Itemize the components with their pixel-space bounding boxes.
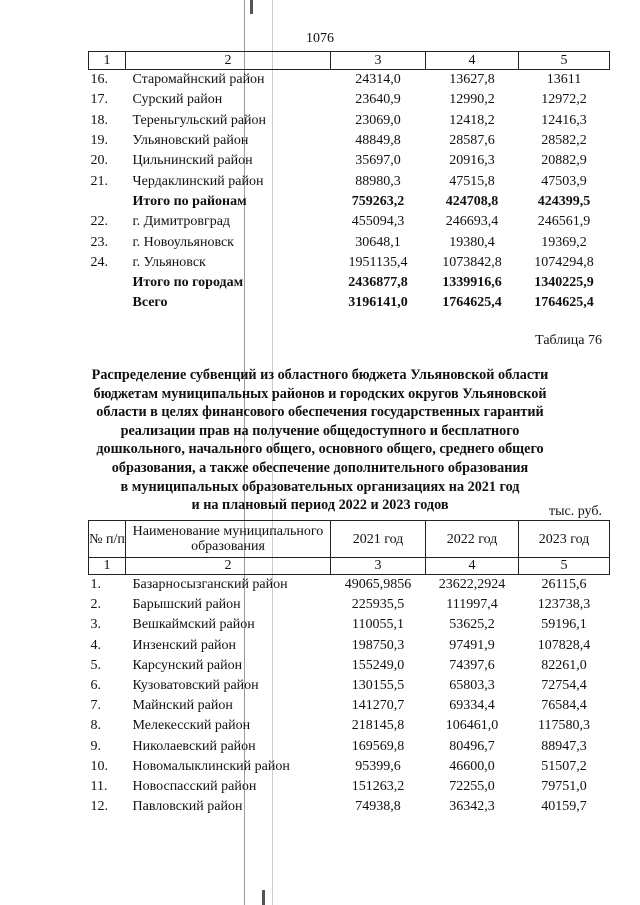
value-col-5: 1074294,8 (534, 254, 594, 270)
row-number: 11. (90, 778, 108, 794)
title-line: реализации прав на получение общедоступного и бесплатного (120, 422, 520, 439)
value-col-3: 95399,6 (355, 758, 401, 774)
row-name: г. Ульяновск (132, 254, 206, 270)
value-col-5: 59196,1 (541, 617, 587, 633)
row-number: 5. (90, 657, 101, 673)
row-name: Кузоватовский район (132, 678, 259, 694)
row-number: 17. (90, 92, 108, 108)
title-line: Распределение субвенций из областного бюджета Ульяновской области (91, 367, 549, 383)
table-label: Таблица 76 (535, 333, 602, 348)
value-col-5: 13611 (546, 72, 582, 88)
row-number: 8. (90, 718, 101, 734)
table-title (80, 366, 560, 515)
value-col-4: 12418,2 (449, 112, 495, 128)
column-header-2023: 2023 год (519, 521, 610, 558)
table-row (89, 757, 610, 777)
row-number (89, 293, 126, 313)
value-col-3: 759263,2 (351, 193, 405, 209)
value-col-5: 20882,9 (541, 153, 587, 169)
table-row (89, 656, 610, 676)
value-col-4: 97491,9 (449, 637, 495, 653)
row-number (89, 192, 126, 212)
value-col-4: 106461,0 (445, 718, 499, 734)
value-col-3: 3196141,0 (348, 295, 408, 311)
table-row (89, 575, 610, 596)
scan-speck-artifact (262, 890, 265, 905)
row-name: Павловский район (132, 799, 243, 815)
column-number-row (89, 52, 610, 70)
row-number: 24. (90, 254, 108, 270)
value-col-5: 72754,4 (541, 678, 587, 694)
value-col-3: 49065,9856 (344, 577, 412, 593)
budget-table-continued (88, 51, 610, 314)
value-col-3: 1951135,4 (348, 254, 408, 270)
units-label: тыс. руб. (549, 504, 602, 519)
value-col-4: 1073842,8 (442, 254, 502, 270)
value-col-4: 1764625,4 (442, 295, 502, 311)
value-col-5: 19369,2 (541, 234, 587, 250)
row-name: Чердаклинский район (132, 173, 264, 189)
row-name: Карсунский район (132, 657, 243, 673)
row-number: 16. (90, 72, 108, 88)
value-col-5: 424399,5 (537, 193, 591, 209)
row-number: 20. (90, 153, 108, 169)
value-col-5: 12972,2 (541, 92, 587, 108)
value-col-4: 46600,0 (449, 758, 495, 774)
value-col-3: 48849,8 (355, 133, 401, 149)
value-col-4: 246693,4 (445, 214, 499, 230)
value-col-4: 12990,2 (449, 92, 495, 108)
row-name: Новоспасский район (132, 778, 257, 794)
table-row (89, 131, 610, 151)
value-col-5: 47503,9 (541, 173, 587, 189)
value-col-5: 107828,4 (537, 637, 591, 653)
column-number: 2 (126, 558, 331, 575)
value-col-3: 23069,0 (355, 112, 401, 128)
column-header-row (89, 521, 610, 558)
column-header-2022: 2022 год (426, 521, 519, 558)
table-row (89, 212, 610, 232)
table-row (89, 171, 610, 191)
value-col-3: 24314,0 (355, 72, 401, 88)
row-number: 4. (90, 637, 101, 653)
subvention-table (88, 520, 610, 817)
column-header-2021: 2021 год (331, 521, 426, 558)
value-col-5: 28582,2 (541, 133, 587, 149)
value-col-4: 20916,3 (449, 153, 495, 169)
row-number: 18. (90, 112, 108, 128)
table-row (89, 151, 610, 171)
value-col-3: 74938,8 (355, 799, 401, 815)
table-row (89, 716, 610, 736)
row-name: Мелекесский район (132, 718, 251, 734)
title-line: области в целях финансового обеспечения государственных гарантий (96, 404, 544, 421)
value-col-5: 1340225,9 (534, 275, 594, 291)
value-col-4: 47515,8 (449, 173, 495, 189)
scan-speck-artifact (250, 0, 253, 14)
value-col-5: 12416,3 (541, 112, 587, 128)
table-row (89, 737, 610, 757)
column-number: 5 (519, 52, 610, 70)
value-col-5: 79751,0 (541, 778, 587, 794)
value-col-3: 455094,3 (351, 214, 405, 230)
title-line: и на плановый период 2022 и 2023 годов (191, 497, 449, 514)
column-number: 4 (426, 52, 519, 70)
table-row (89, 615, 610, 635)
value-col-5: 246561,9 (537, 214, 591, 230)
table-row (89, 636, 610, 656)
value-col-5: 26115,6 (541, 577, 587, 593)
value-col-3: 151263,2 (351, 778, 405, 794)
table-row (89, 595, 610, 615)
value-col-5: 1764625,4 (534, 295, 594, 311)
row-number (89, 273, 126, 293)
row-number: 6. (90, 678, 101, 694)
title-line: дошкольного, начального общего, основного общего, среднего общего (96, 441, 544, 458)
value-col-5: 40159,7 (541, 799, 587, 815)
table-row (89, 192, 610, 212)
table-row (89, 797, 610, 817)
table-row (89, 273, 610, 293)
row-name: Базарносызганский район (132, 577, 288, 593)
value-col-4: 72255,0 (449, 778, 495, 794)
table-row (89, 232, 610, 252)
row-number: 19. (90, 133, 108, 149)
row-name: г. Новоульяновск (132, 234, 234, 250)
column-number: 3 (331, 52, 426, 70)
row-name: Старомайнский район (132, 72, 265, 88)
row-number: 21. (90, 173, 108, 189)
value-col-5: 76584,4 (541, 698, 587, 714)
title-line: бюджетам муниципальных районов и городских округов Ульяновской (93, 385, 547, 402)
value-col-4: 65803,3 (449, 678, 495, 694)
table-row (89, 696, 610, 716)
value-col-3: 218145,8 (351, 718, 405, 734)
value-col-3: 169569,8 (351, 738, 405, 754)
value-col-3: 2436877,8 (348, 275, 408, 291)
column-number-row (89, 558, 610, 575)
value-col-3: 225935,5 (351, 597, 405, 613)
row-name: Тереньгульский район (132, 112, 267, 128)
value-col-5: 117580,3 (538, 718, 590, 734)
value-col-5: 123738,3 (537, 597, 591, 613)
row-name: Инзенский район (132, 637, 237, 653)
row-name: Майнский район (132, 698, 233, 714)
value-col-4: 69334,4 (449, 698, 495, 714)
value-col-3: 110055,1 (352, 617, 404, 633)
row-number: 3. (90, 617, 101, 633)
row-number: 23. (90, 234, 108, 250)
column-header-number: № п/п (89, 521, 126, 558)
row-name: Ульяновский район (132, 133, 249, 149)
column-number: 1 (89, 558, 126, 575)
row-number: 9. (90, 738, 101, 754)
column-number: 5 (519, 558, 610, 575)
value-col-3: 35697,0 (355, 153, 401, 169)
value-col-4: 74397,6 (449, 657, 495, 673)
column-header-name: Наименование муниципального образования (126, 521, 331, 558)
column-number: 1 (89, 52, 126, 70)
row-name: Всего (132, 295, 168, 311)
column-number: 3 (331, 558, 426, 575)
value-col-5: 51507,2 (541, 758, 587, 774)
title-line: образования, а также обеспечение дополнительного образования (111, 459, 529, 476)
value-col-3: 155249,0 (351, 657, 405, 673)
row-name: Цильнинский район (132, 153, 253, 169)
value-col-4: 13627,8 (449, 72, 495, 88)
row-number: 1. (90, 577, 101, 593)
row-name: Итого по городам (132, 275, 244, 291)
value-col-4: 19380,4 (449, 234, 495, 250)
row-number: 12. (90, 799, 108, 815)
page-number: 1076 (306, 31, 334, 46)
row-name: Сурский район (132, 92, 223, 108)
table-row (89, 70, 610, 91)
value-col-4: 424708,8 (445, 193, 499, 209)
table-row (89, 253, 610, 273)
row-number: 22. (90, 214, 108, 230)
row-number: 7. (90, 698, 101, 714)
value-col-5: 88947,3 (541, 738, 587, 754)
value-col-3: 88980,3 (355, 173, 401, 189)
value-col-4: 80496,7 (449, 738, 495, 754)
column-number: 2 (126, 52, 331, 70)
value-col-3: 141270,7 (351, 698, 405, 714)
row-name: Итого по районам (132, 193, 247, 209)
value-col-4: 1339916,6 (442, 275, 502, 291)
value-col-4: 23622,2924 (438, 577, 506, 593)
row-number: 10. (90, 758, 108, 774)
column-number: 4 (426, 558, 519, 575)
value-col-3: 130155,5 (351, 678, 405, 694)
row-name: г. Димитровград (132, 214, 231, 230)
value-col-4: 28587,6 (449, 133, 495, 149)
value-col-4: 36342,3 (449, 799, 495, 815)
row-name: Вешкаймский район (132, 617, 255, 633)
title-line: в муниципальных образовательных организациях на 2021 год (120, 478, 520, 495)
value-col-3: 198750,3 (351, 637, 405, 653)
value-col-3: 30648,1 (355, 234, 401, 250)
table-row (89, 777, 610, 797)
row-name: Барышский район (132, 597, 241, 613)
table-row (89, 676, 610, 696)
table-row (89, 111, 610, 131)
value-col-4: 53625,2 (449, 617, 495, 633)
row-name: Николаевский район (132, 738, 256, 754)
value-col-5: 82261,0 (541, 657, 587, 673)
value-col-3: 23640,9 (355, 92, 401, 108)
table-row (89, 90, 610, 110)
value-col-4: 111997,4 (446, 597, 498, 613)
row-name: Новомалыклинский район (132, 758, 290, 774)
row-number: 2. (90, 597, 101, 613)
table-row (89, 293, 610, 313)
